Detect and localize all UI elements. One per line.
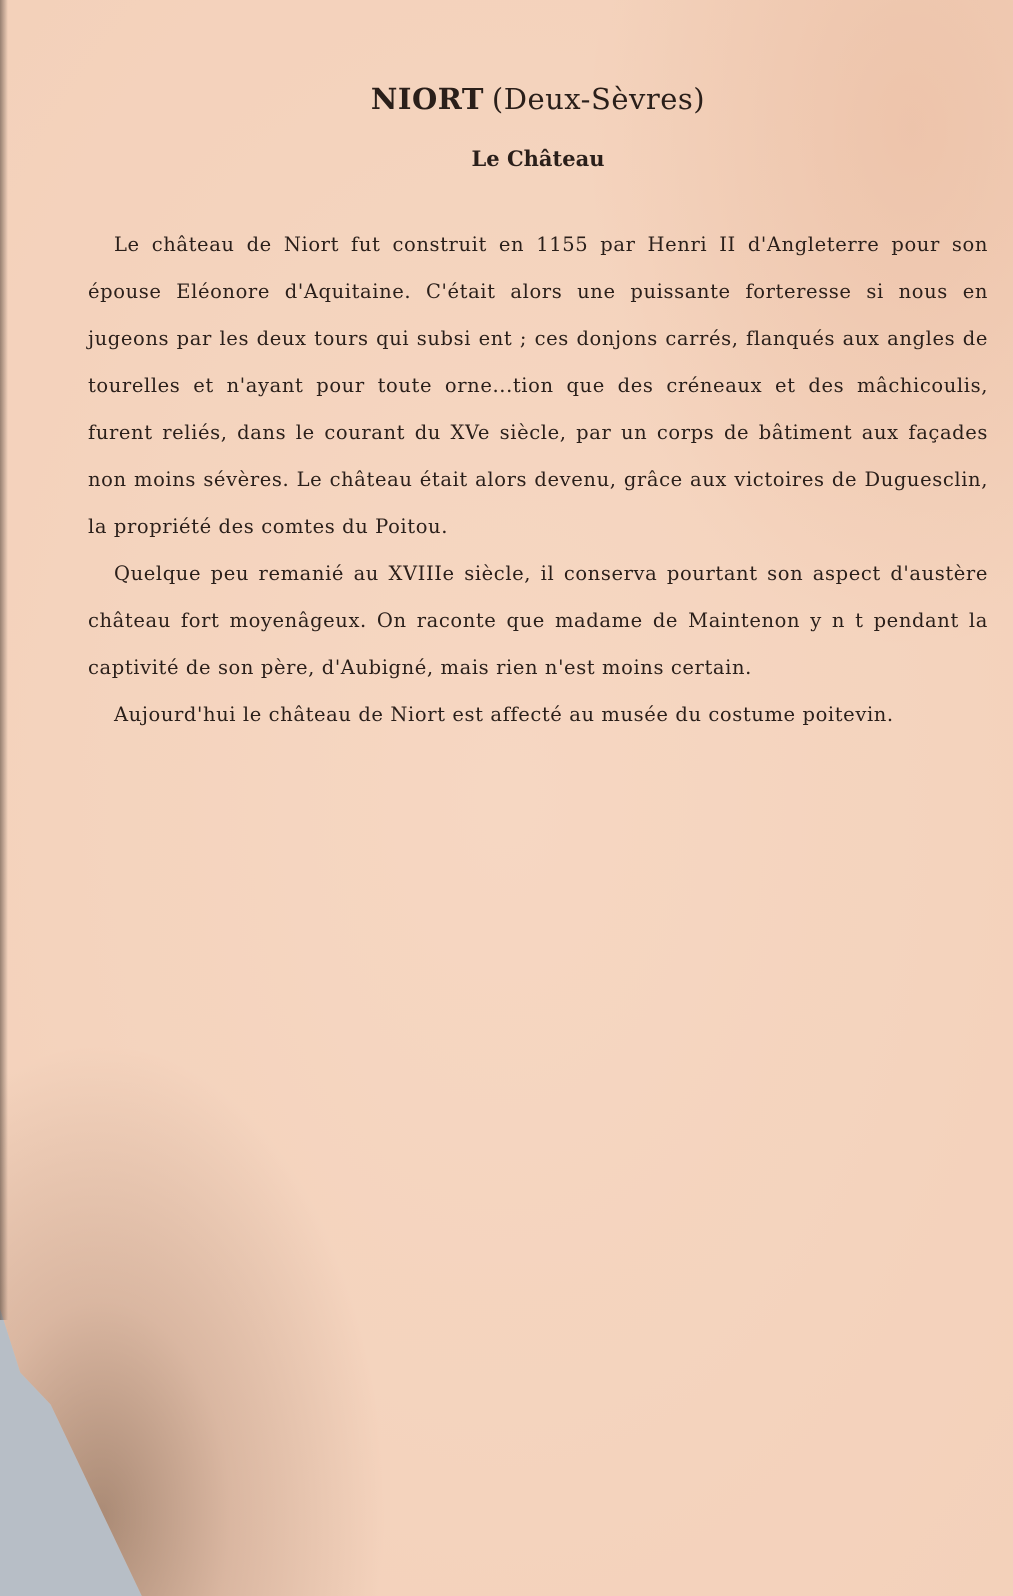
paragraph-2: Quelque peu remanié au XVIIIe siècle, il conserva pourtant son aspect d'austère château fort moyenâgeux. On raconte que madame de Maintenon y n t pendant la captivité de son père, d'Aubigné, mais rien n'est moins certain.	[88, 562, 988, 679]
paragraph-3: Aujourd'hui le château de Niort est affecté au musée du costume poitevin.	[114, 703, 894, 726]
document-body	[88, 60, 988, 738]
page-title	[88, 82, 988, 116]
page-subtitle: Le Château	[471, 146, 605, 171]
paragraph-1: Le château de Niort fut construit en 1155 par Henri II d'Angleterre pour son épouse Eléonore d'Aquitaine. C'était alors une puissante forteresse si nous en jugeons par les deux tours qui subsi ent ; ces donjons carrés, flanqués aux angles de tourelles et n'ayant pour toute orne...tion que des créneaux et des mâchicoulis, furent reliés, dans le courant du XVe siècle, par un corps de bâtiment aux façades non moins sévères. Le château était alors devenu, grâce aux victoires de Duguesclin, la propriété des comtes du Poitou.	[88, 233, 988, 538]
paper-left-edge-shadow	[0, 0, 8, 1320]
title-department: (Deux-Sèvres)	[491, 82, 706, 116]
title-city: NIORT	[370, 82, 484, 116]
article-text	[88, 221, 988, 738]
